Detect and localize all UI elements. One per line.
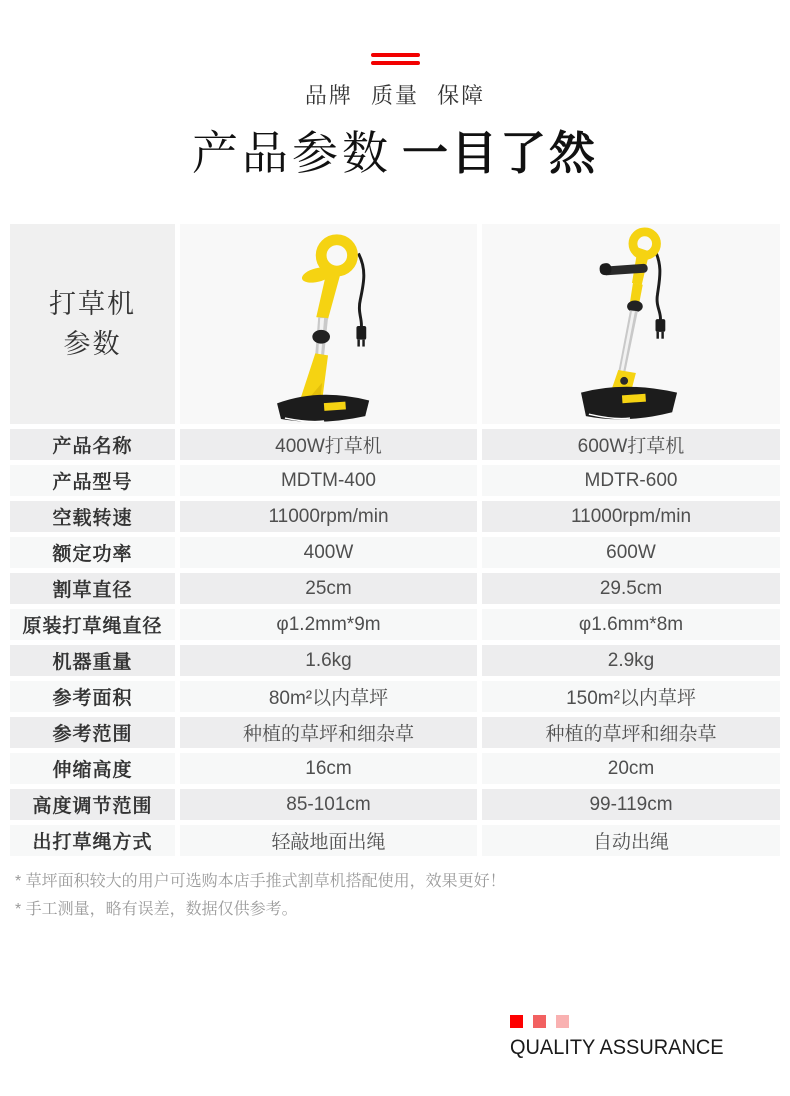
red-square-1 [510,1015,523,1028]
product-image-cell-400w [180,224,477,424]
row-value-600w: 11000rpm/min [482,501,780,532]
footnote-line1: * 草坪面积较大的用户可选购本店手推式割草机搭配使用，效果更好！ [15,873,506,890]
red-bar-top [371,53,420,57]
table-row [10,501,780,532]
row-label: 机器重量 [10,645,175,676]
row-value-400w: 11000rpm/min [180,501,477,532]
row-value-600w: 29.5cm [482,573,780,604]
red-square-3 [556,1015,569,1028]
row-value-400w: 80m²以内草坪 [180,681,477,712]
row-label: 产品名称 [10,429,175,460]
row-value-600w: 2.9kg [482,645,780,676]
table-row [10,609,780,640]
row-label: 原装打草绳直径 [10,609,175,640]
row-value-400w: φ1.2mm*9m [180,609,477,640]
spec-table-body [10,429,780,856]
brand-quality-subtitle: 品牌 质量 保障 [304,83,486,108]
page-title [0,124,790,182]
row-value-400w: 1.6kg [180,645,477,676]
table-row [10,573,780,604]
corner-label-line1: 打草机 [49,289,136,319]
page-title-light: 产品参数 [192,127,392,179]
spec-table [10,224,780,856]
row-label: 参考面积 [10,681,175,712]
table-row [10,717,780,748]
row-value-400w: 16cm [180,753,477,784]
double-red-line-icon [371,53,420,65]
table-row [10,537,780,568]
row-value-600w: MDTR-600 [482,465,780,496]
row-value-600w: 20cm [482,753,780,784]
corner-label-line2: 参数 [63,329,122,359]
red-square-2 [533,1015,546,1028]
row-value-400w: 85-101cm [180,789,477,820]
row-value-600w: 自动出绳 [482,825,780,856]
page-title-bold: 一目了然 [402,127,598,179]
product-image-cell-600w [482,224,780,424]
footnotes [15,868,775,924]
table-row [10,465,780,496]
table-corner-label [10,224,175,424]
row-value-600w: 600W打草机 [482,429,780,460]
quality-assurance-text: QUALITY ASSURANCE [510,1036,724,1059]
row-label: 空载转速 [10,501,175,532]
row-label: 出打草绳方式 [10,825,175,856]
row-label: 割草直径 [10,573,175,604]
row-value-400w: 400W打草机 [180,429,477,460]
footnote-line2: * 手工测量，略有误差，数据仅供参考。 [15,901,298,918]
row-label: 参考范围 [10,717,175,748]
table-row [10,645,780,676]
trimmer-400w-image [264,226,394,422]
row-label: 高度调节范围 [10,789,175,820]
table-row [10,825,780,856]
row-label: 产品型号 [10,465,175,496]
row-value-600w: 种植的草坪和细杂草 [482,717,780,748]
fading-squares-icon [510,1015,735,1028]
row-value-400w: 种植的草坪和细杂草 [180,717,477,748]
row-label: 伸缩高度 [10,753,175,784]
row-value-400w: 25cm [180,573,477,604]
row-label: 额定功率 [10,537,175,568]
table-row [10,429,780,460]
row-value-600w: φ1.6mm*8m [482,609,780,640]
row-value-400w: 轻敲地面出绳 [180,825,477,856]
table-row [10,789,780,820]
spec-table-header [10,224,780,424]
row-value-600w: 600W [482,537,780,568]
row-value-400w: 400W [180,537,477,568]
quality-assurance-block [510,1015,735,1060]
red-bar-bottom [371,61,420,65]
row-value-600w: 99-119cm [482,789,780,820]
table-row [10,681,780,712]
trimmer-600w-image [566,226,696,422]
table-row [10,753,780,784]
row-value-400w: MDTM-400 [180,465,477,496]
row-value-600w: 150m²以内草坪 [482,681,780,712]
